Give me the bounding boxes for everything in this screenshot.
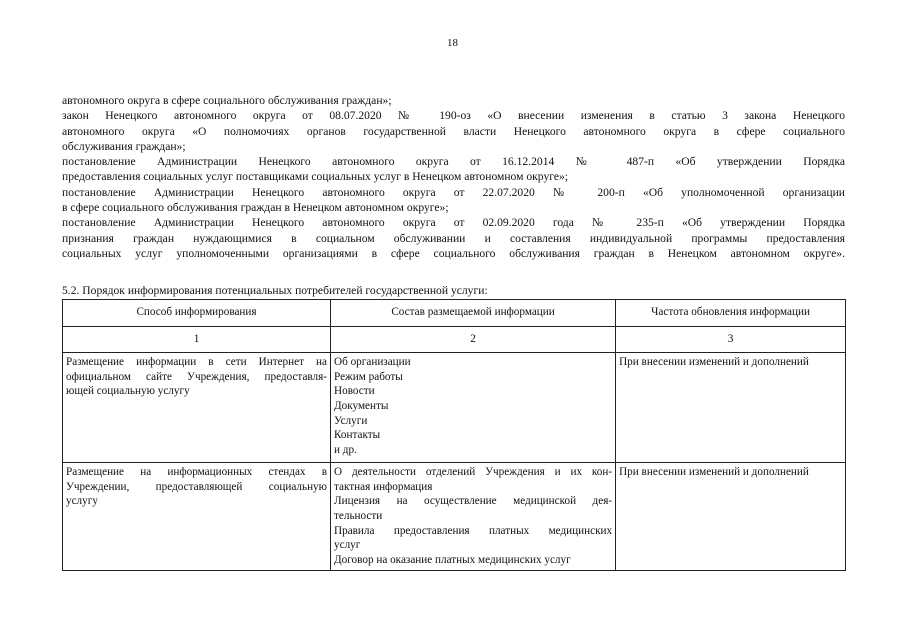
table-row: [63, 463, 846, 571]
cell-line: Документы: [334, 399, 389, 412]
column-number: 3: [616, 326, 846, 353]
cell-line: Учреждении, предоставляющей социальную: [66, 480, 328, 493]
paragraph-line: постановление Администрации Ненецкого автономного округа от 02.09.2020 года № 235-п «Об утверждении Порядка: [62, 216, 845, 230]
cell-line: официальном сайте Учреждения, предоставля-: [66, 370, 328, 383]
frequency-cell: [616, 463, 846, 571]
cell-line: Договор на оказание платных медицинских услуг: [334, 553, 571, 566]
table-header-row: [63, 300, 846, 327]
paragraph-line: закон Ненецкого автономного округа от 08.07.2020 № 190-оз «О внесении изменения в статью 3 закона Ненецкого: [62, 109, 845, 123]
frequency-cell: [616, 353, 846, 463]
content-cell: [331, 353, 616, 463]
informing-table: [62, 299, 846, 571]
paragraph-line: автономного округа «О полномочиях органов государственной власти Ненецкого автономного округа в сфере социального: [62, 124, 845, 138]
cell-line: услугу: [66, 495, 98, 508]
header-method: Способ информирования: [63, 300, 331, 327]
cell-line: ющей социальную услугу: [66, 385, 190, 398]
cell-line: Лицензия на осуществление медицинской дея-: [334, 495, 613, 508]
table-number-row: [63, 326, 846, 353]
paragraph-line: обслуживания граждан»;: [62, 139, 186, 153]
paragraph-line: автономного округа в сфере социального обслуживания граждан»;: [62, 94, 392, 107]
content-cell: [331, 463, 616, 571]
paragraph-line: в сфере социального обслуживания граждан в Ненецком автономном округе»;: [62, 201, 449, 215]
cell-line: При внесении изменений и дополнений: [619, 356, 809, 369]
cell-line: О деятельности отделений Учреждения и их кон-: [334, 466, 613, 479]
method-cell: [63, 353, 331, 463]
header-frequency: Частота обновления информации: [616, 300, 846, 327]
cell-line: При внесении изменений и дополнений: [619, 466, 809, 479]
cell-line: тельности: [334, 509, 383, 522]
column-number: 2: [331, 326, 616, 353]
cell-line: Режим работы: [334, 370, 403, 383]
paragraph-line: предоставления социальных услуг поставщиками социальных услуг в Ненецком автономном округе»;: [62, 170, 569, 184]
cell-line: Новости: [334, 385, 375, 398]
table-row: [63, 353, 846, 463]
section-heading: 5.2. Порядок информирования потенциальных потребителей государственной услуги:: [62, 284, 488, 297]
paragraph-line: постановление Администрации Ненецкого автономного округа от 16.12.2014 № 487-п «Об утверждении Порядка: [62, 155, 845, 169]
cell-line: Размещение информации в сети Интернет на: [66, 356, 328, 369]
paragraph-line: социальных услуг уполномоченными организациями в сфере социального обслуживания граждан в Ненецком автономном округе».: [62, 246, 845, 260]
cell-line: Размещение на информационных стендах в: [66, 466, 328, 479]
page-number: 18: [447, 37, 458, 49]
header-content: Состав размещаемой информации: [331, 300, 616, 327]
column-number: 1: [63, 326, 331, 353]
cell-line: Правила предоставления платных медицинских: [334, 524, 613, 537]
cell-line: услуг: [334, 539, 361, 552]
paragraph-line: постановление Администрации Ненецкого автономного округа от 22.07.2020 № 200-п «Об уполномоченной организации: [62, 185, 845, 199]
cell-line: Об организации: [334, 356, 411, 369]
cell-line: тактная информация: [334, 480, 433, 493]
cell-line: Контакты: [334, 429, 381, 442]
cell-line: и др.: [334, 443, 357, 456]
paragraph-line: признания граждан нуждающимися в социальном обслуживании и составления индивидуальной программы предоставления: [62, 231, 845, 245]
cell-line: Услуги: [334, 414, 368, 427]
method-cell: [63, 463, 331, 571]
legal-acts-paragraph: [62, 93, 845, 261]
